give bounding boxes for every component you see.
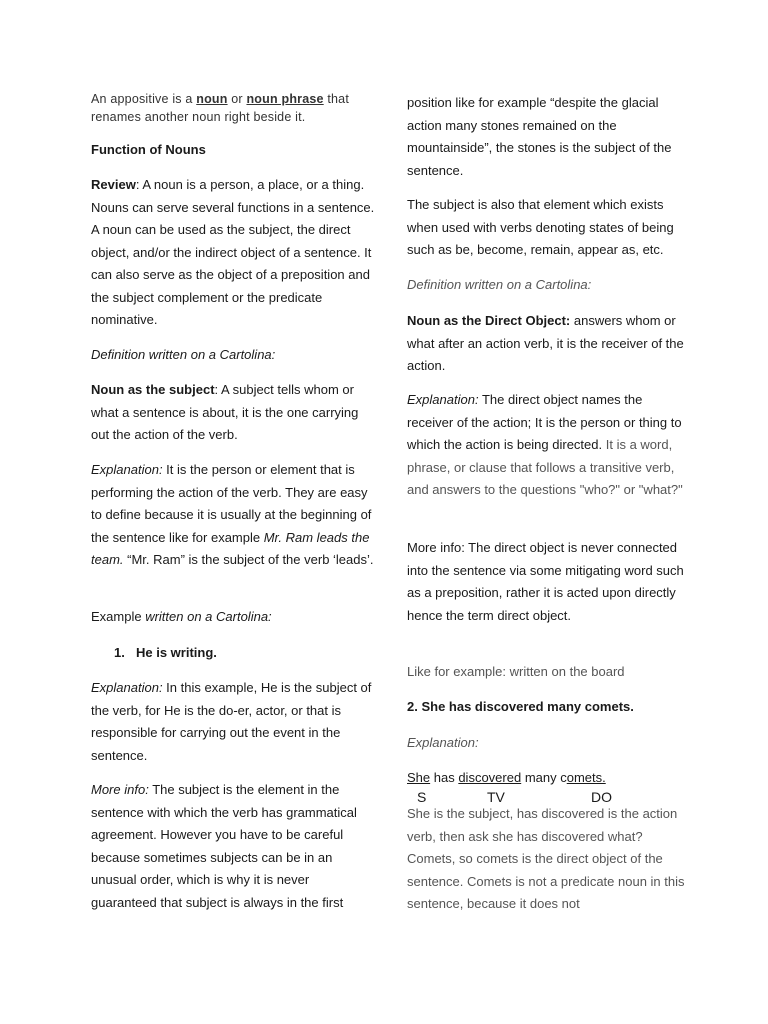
intro-tail: that renames another noun right beside it. [91,92,350,124]
svo-space-2: many c [521,770,567,785]
explanation-text-right: The direct object names the receiver of the action; It is the person or thing to which the action is being directed. [407,392,682,452]
definition-note: Definition written on a Cartolina: [91,347,276,362]
explanation-text-end: “Mr. Ram” is the subject of the verb ‘leads’. [123,552,374,567]
review-label: Review [91,177,136,192]
direct-object-text: answers whom or what after an action verb, it is the receiver of the action. [407,313,684,373]
noun-phrase-term: noun phrase [246,92,324,106]
direct-object-label: Noun as the Direct Object: [407,313,571,328]
svo-object-word: omets. [566,770,606,785]
example-heading-text: Example [91,609,146,624]
noun-subject-paragraph [91,379,376,447]
label-do: DO [591,789,612,805]
direct-object-explanation [407,389,689,502]
continuation-paragraph: position like for example “despite the glacial action many stones remained on the mountainside”, the stones is the subject of the sentence. [407,95,672,178]
example-2: 2. She has discovered many comets. [407,699,634,714]
example-heading [91,606,376,629]
explanation-label-right: Explanation: [407,392,479,407]
explanation-text-gray: It is a word, phrase, or clause that follows a transitive verb, and answers to the questions "who?" or "what?" [407,437,683,497]
more-info-label: More info: [91,782,149,797]
direct-object-paragraph [407,310,689,378]
more-info-text: The subject is the element in the sentence with which the verb has grammatical agreement. However you have to be careful because sometimes subjects can be in an unusual order, which is why it is never guaranteed that subject is always in the first [91,782,357,910]
svo-space-1: has [430,770,459,785]
list-number: 1. [114,645,125,660]
explanation-label: Explanation: [91,462,163,477]
review-paragraph [91,174,376,332]
list-item [114,642,399,665]
function-heading: Function of Nouns [91,142,206,157]
explanation-label-3: Explanation: [407,735,479,750]
explanation-label-2: Explanation: [91,680,163,695]
explanation-paragraph [91,459,376,572]
explanation-text-2: In this example, He is the subject of the verb, for He is the do-er, actor, or that is responsible for carrying out the event in the sentence. [91,680,372,763]
label-tv: TV [487,789,505,805]
explanation-paragraph-2 [91,677,376,767]
subject-states-paragraph: The subject is also that element which exists when used with verbs denoting states of being such as be, become, remain, appear as, etc. [407,197,674,257]
more-info-right: More info: The direct object is never connected into the sentence via some mitigating word such as a preposition, rather it is acted upon directly hence the term direct object. [407,540,684,623]
intro-text: An appositive is a [91,92,197,106]
noun-subject-label: Noun as the subject [91,382,215,397]
appositive-definition [91,90,381,126]
review-text: : A noun is a person, a place, or a thing. Nouns can serve several functions in a sentence. A noun can be used as the subject, the direct object, and/or the indirect object of a sentence. It can also serve as the object of a preposition and the subject complement or the predicate nominative. [91,177,375,327]
definition-note-right: Definition written on a Cartolina: [407,277,592,292]
example-heading-italic: written on a Cartolina: [145,609,272,624]
noun-subject-text: : A subject tells whom or what a sentence is about, it is the one carrying out the action of the verb. [91,382,359,442]
list-item-text: He is writing. [136,645,217,660]
board-note: Like for example: written on the board [407,664,625,679]
svo-subject-word: She [407,770,431,785]
svo-verb-word: discovered [458,770,522,785]
intro-or: or [227,92,247,106]
more-info-paragraph [91,779,376,914]
label-s: S [417,789,427,805]
example-sentence: Mr. Ram leads the team. [91,529,370,567]
conclusion-paragraph: She is the subject, has discovered is the action verb, then ask she has discovered what? Comets, so comets is the direct object of the sentence. Comets is not a predicate noun in this sentence, because it does not [407,806,685,911]
svo-sentence [407,767,606,790]
explanation-text: It is the person or element that is performing the action of the verb. They are easy to define because it is usually at the beginning of the sentence like for example [91,462,372,545]
noun-term: noun [196,92,228,106]
